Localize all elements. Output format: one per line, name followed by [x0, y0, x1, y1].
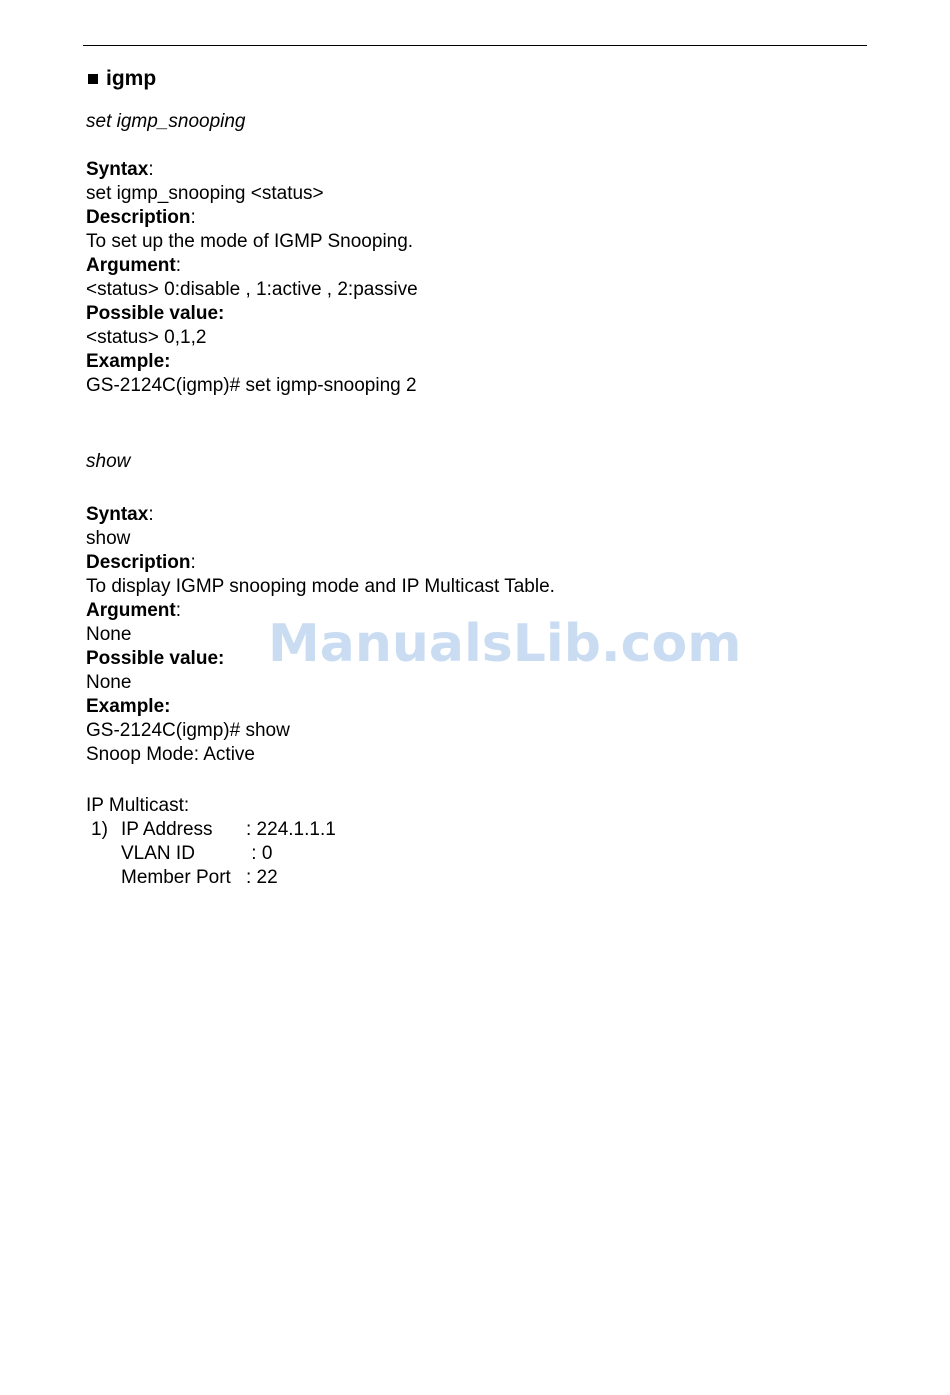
entry-value: : 22 — [246, 867, 278, 888]
entry-value: : 224.1.1.1 — [246, 819, 336, 840]
multicast-entry-row — [86, 866, 866, 890]
example-value: GS-2124C(igmp)# show — [86, 720, 290, 741]
entry-key: Member Port — [121, 867, 231, 888]
description-label-line: Description: — [86, 552, 196, 573]
command-set-igmp-snooping — [86, 110, 866, 398]
document-page — [86, 64, 866, 890]
description-label-line: Description: — [86, 207, 196, 228]
multicast-entry-row — [86, 842, 866, 866]
argument-value: <status> 0:disable , 1:active , 2:passive — [86, 279, 418, 300]
argument-label-line: Argument: — [86, 255, 182, 276]
possible-value-label: Possible value: — [86, 303, 225, 324]
entry-index: 1) — [91, 819, 108, 840]
example-value: GS-2124C(igmp)# set igmp-snooping 2 — [86, 375, 417, 396]
example-label: Example: — [86, 696, 171, 717]
entry-index — [86, 866, 121, 890]
description-value: To display IGMP snooping mode and IP Multicast Table. — [86, 576, 555, 597]
syntax-label: Syntax — [86, 159, 149, 180]
section-title: igmp — [106, 67, 157, 90]
entry-value: : 0 — [246, 843, 273, 864]
example-label: Example: — [86, 351, 171, 372]
syntax-label: Syntax — [86, 504, 149, 525]
syntax-value: set igmp_snooping <status> — [86, 183, 324, 204]
syntax-label-line: Syntax: — [86, 159, 154, 180]
argument-label-line: Argument: — [86, 600, 182, 621]
entry-key: VLAN ID — [121, 843, 195, 864]
header-rule — [83, 45, 867, 46]
multicast-entry-row — [86, 818, 866, 842]
section-heading — [86, 64, 866, 94]
description-value: To set up the mode of IGMP Snooping. — [86, 231, 414, 252]
syntax-label-line: Syntax: — [86, 504, 154, 525]
syntax-value: show — [86, 528, 131, 549]
argument-label: Argument — [86, 600, 176, 621]
argument-label: Argument — [86, 255, 176, 276]
possible-value: <status> 0,1,2 — [86, 327, 207, 348]
output-snoop-mode: Snoop Mode: Active — [86, 744, 255, 765]
entry-key: IP Address — [121, 819, 213, 840]
watermark: ManualsLib.com — [268, 614, 742, 674]
possible-value: None — [86, 672, 132, 693]
command-title: set igmp_snooping — [86, 111, 246, 132]
possible-value-label: Possible value: — [86, 648, 225, 669]
square-bullet-icon — [88, 74, 98, 84]
output-multicast-header: IP Multicast: — [86, 795, 190, 816]
command-title: show — [86, 451, 131, 472]
description-label: Description — [86, 207, 191, 228]
description-label: Description — [86, 552, 191, 573]
argument-value: None — [86, 624, 132, 645]
entry-index — [86, 842, 121, 866]
